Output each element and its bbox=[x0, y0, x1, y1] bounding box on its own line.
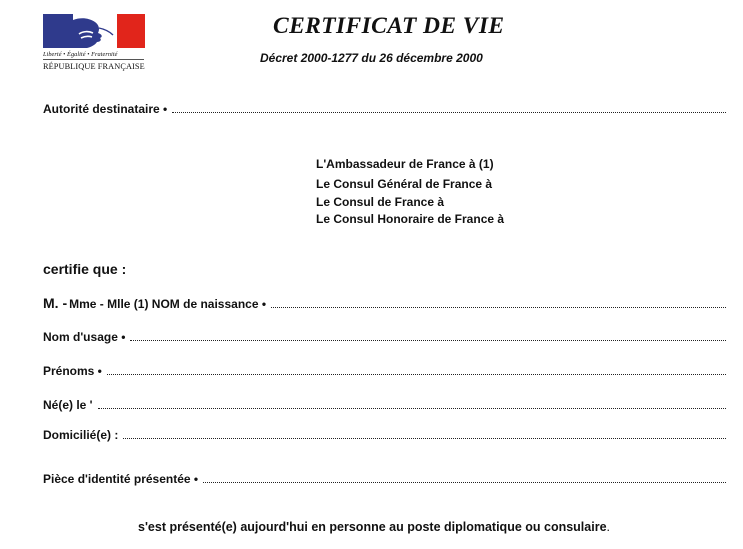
birth-date-label: Né(e) le ' bbox=[43, 398, 93, 412]
recipient-authority-label: Autorité destinataire • bbox=[43, 102, 168, 116]
marianne-flag-logo bbox=[43, 14, 145, 48]
birth-date-field bbox=[43, 398, 726, 412]
attestation-statement bbox=[138, 520, 610, 534]
birth-name-field bbox=[43, 295, 726, 311]
recipient-authority-field bbox=[43, 102, 726, 116]
birth-name-label: Mme - Mlle (1) NOM de naissance • bbox=[69, 297, 267, 311]
attestation-period: . bbox=[606, 520, 611, 534]
birth-date-line[interactable] bbox=[98, 399, 726, 409]
decree-reference: Décret 2000-1277 du 26 décembre 2000 bbox=[260, 51, 483, 65]
addressee-ambassador: L'Ambassadeur de France à (1) bbox=[316, 157, 494, 171]
first-names-label: Prénoms • bbox=[43, 364, 102, 378]
domicile-field bbox=[43, 428, 726, 442]
civility-prefix: M. - bbox=[43, 295, 68, 311]
document-title: CERTIFICAT DE VIE bbox=[273, 13, 505, 39]
first-names-field bbox=[43, 364, 726, 378]
id-document-line[interactable] bbox=[203, 473, 726, 483]
republique-francaise-logo bbox=[43, 14, 146, 71]
certifie-heading: certifie que : bbox=[43, 261, 127, 277]
flag-red-band bbox=[117, 14, 145, 48]
addressee-consul: Le Consul de France à bbox=[316, 195, 445, 209]
usage-name-label: Nom d'usage • bbox=[43, 330, 126, 344]
domicile-label: Domicilié(e) : bbox=[43, 428, 119, 442]
republic-motto: Liberté • Égalité • Fraternité bbox=[43, 51, 118, 58]
usage-name-field bbox=[43, 330, 726, 344]
flag-white-band bbox=[73, 14, 117, 48]
id-document-field bbox=[43, 472, 726, 486]
flag-blue-band bbox=[43, 14, 73, 48]
motto-divider bbox=[43, 59, 144, 60]
usage-name-line[interactable] bbox=[130, 331, 726, 341]
addressee-consul-general: Le Consul Général de France à bbox=[316, 177, 493, 191]
domicile-line[interactable] bbox=[123, 429, 726, 439]
id-document-label: Pièce d'identité présentée • bbox=[43, 472, 199, 486]
birth-name-line[interactable] bbox=[271, 298, 726, 308]
republic-name: RÉPUBLIQUE FRANÇAISE bbox=[43, 62, 145, 71]
addressee-honorary-consul: Le Consul Honoraire de France à bbox=[316, 212, 505, 226]
attestation-text: s'est présenté(e) aujourd'hui en personne au poste diplomatique ou consulaire bbox=[138, 520, 607, 534]
recipient-authority-line[interactable] bbox=[172, 103, 726, 113]
marianne-profile-icon bbox=[73, 14, 117, 48]
first-names-line[interactable] bbox=[107, 365, 726, 375]
